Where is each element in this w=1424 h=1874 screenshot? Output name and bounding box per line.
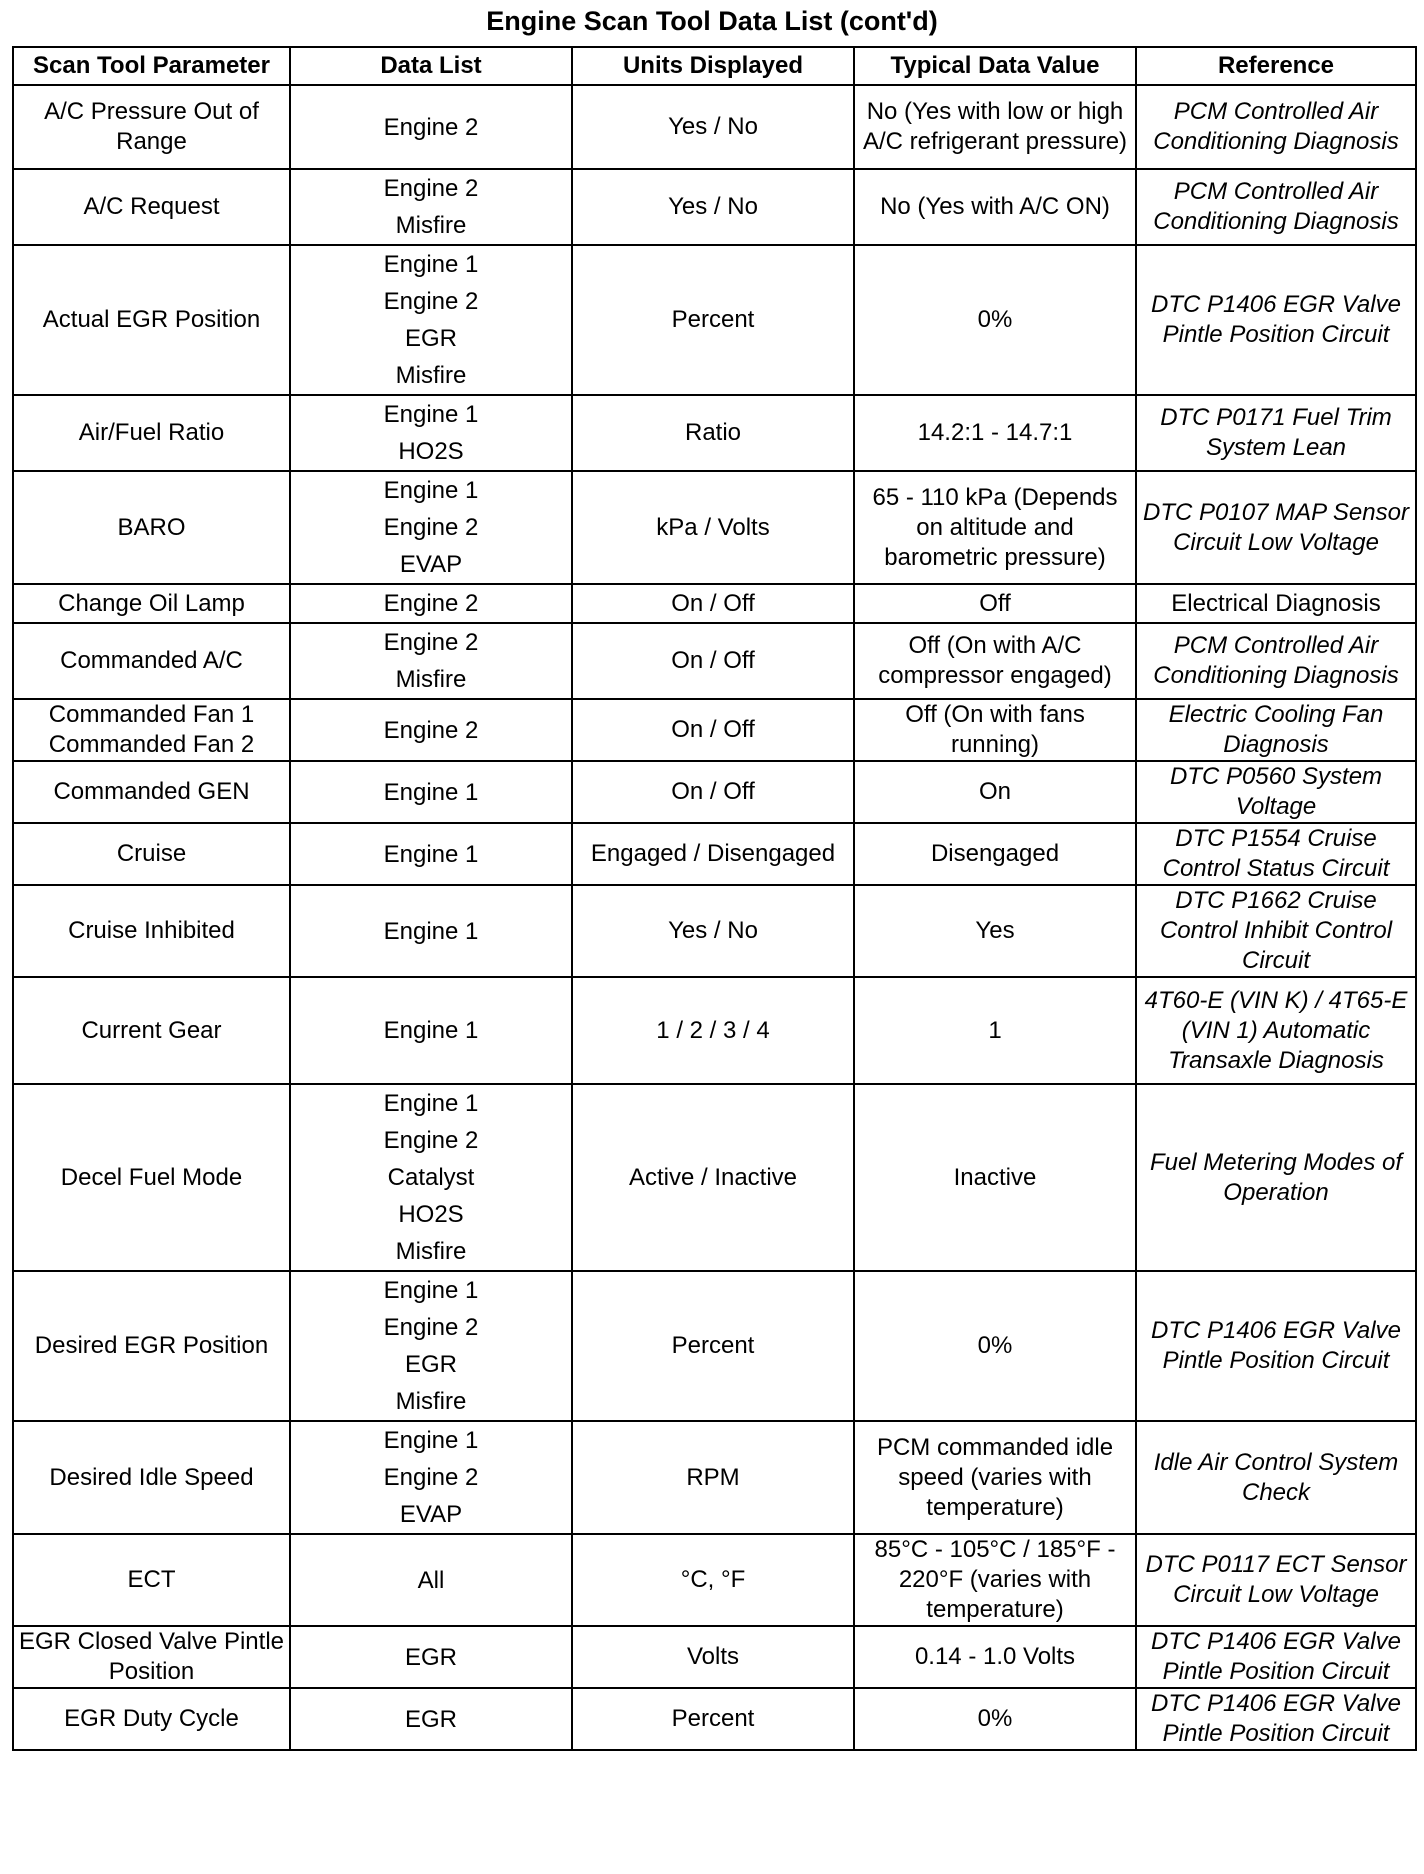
cell-reference: DTC P1406 EGR Valve Pintle Position Circuit	[1136, 1626, 1416, 1688]
cell-data-list	[290, 169, 572, 245]
cell-parameter: Commanded GEN	[13, 761, 290, 823]
cell-data-list	[290, 395, 572, 471]
cell-reference: Electrical Diagnosis	[1136, 584, 1416, 623]
cell-units: Percent	[572, 1271, 854, 1421]
data-list-entry: Engine 2	[383, 1314, 479, 1341]
data-list-entry: EVAP	[399, 551, 463, 578]
table-row	[13, 245, 1416, 395]
data-list-entry: Engine 2	[383, 288, 479, 315]
cell-typical-value: Inactive	[854, 1084, 1136, 1271]
cell-parameter: Desired EGR Position	[13, 1271, 290, 1421]
cell-parameter: EGR Duty Cycle	[13, 1688, 290, 1750]
data-list-entry: Misfire	[395, 362, 467, 389]
cell-reference: DTC P0560 System Voltage	[1136, 761, 1416, 823]
table-row	[13, 85, 1416, 169]
data-list-entry: Engine 1	[383, 1427, 479, 1454]
data-list-entry: Misfire	[395, 212, 467, 239]
header-units-displayed: Units Displayed	[572, 47, 854, 85]
data-list-entry: Engine 1	[383, 1090, 479, 1117]
cell-data-list	[290, 1688, 572, 1750]
cell-units: 1 / 2 / 3 / 4	[572, 977, 854, 1084]
header-scan-tool-parameter: Scan Tool Parameter	[13, 47, 290, 85]
table-row	[13, 699, 1416, 761]
cell-typical-value: 14.2:1 - 14.7:1	[854, 395, 1136, 471]
cell-units: RPM	[572, 1421, 854, 1534]
table-row	[13, 1421, 1416, 1534]
cell-data-list	[290, 623, 572, 699]
cell-parameter: Actual EGR Position	[13, 245, 290, 395]
cell-reference: DTC P1662 Cruise Control Inhibit Control Circuit	[1136, 885, 1416, 977]
cell-typical-value: 0.14 - 1.0 Volts	[854, 1626, 1136, 1688]
table-row	[13, 1534, 1416, 1626]
cell-typical-value: 85°C - 105°C / 185°F - 220°F (varies with temperature)	[854, 1534, 1136, 1626]
cell-reference: DTC P1554 Cruise Control Status Circuit	[1136, 823, 1416, 885]
cell-data-list	[290, 1084, 572, 1271]
cell-units: Yes / No	[572, 169, 854, 245]
cell-data-list	[290, 1271, 572, 1421]
data-list-entry: All	[417, 1566, 445, 1594]
page-title: Engine Scan Tool Data List (cont'd)	[486, 6, 938, 36]
data-list-entry: Engine 1	[383, 840, 479, 868]
data-list-entry: EGR	[404, 1643, 457, 1671]
cell-units: Ratio	[572, 395, 854, 471]
cell-data-list	[290, 245, 572, 395]
cell-units: Volts	[572, 1626, 854, 1688]
table-row	[13, 169, 1416, 245]
cell-typical-value: No (Yes with A/C ON)	[854, 169, 1136, 245]
cell-parameter: ECT	[13, 1534, 290, 1626]
cell-data-list	[290, 471, 572, 584]
table-row	[13, 977, 1416, 1084]
cell-units: °C, °F	[572, 1534, 854, 1626]
data-list-entry: Engine 2	[383, 514, 479, 541]
table-row	[13, 1084, 1416, 1271]
cell-reference: DTC P1406 EGR Valve Pintle Position Circuit	[1136, 245, 1416, 395]
cell-typical-value: PCM commanded idle speed (varies with temperature)	[854, 1421, 1136, 1534]
data-list-entry: Engine 2	[383, 716, 479, 744]
cell-units: On / Off	[572, 761, 854, 823]
cell-units: Percent	[572, 245, 854, 395]
cell-data-list	[290, 699, 572, 761]
data-list-entry: Misfire	[395, 666, 467, 693]
cell-reference: PCM Controlled Air Conditioning Diagnosis	[1136, 85, 1416, 169]
cell-typical-value: Off (On with fans running)	[854, 699, 1136, 761]
cell-data-list	[290, 584, 572, 623]
cell-reference: Electric Cooling Fan Diagnosis	[1136, 699, 1416, 761]
table-row	[13, 885, 1416, 977]
table-row	[13, 1626, 1416, 1688]
cell-units: On / Off	[572, 623, 854, 699]
cell-data-list	[290, 1421, 572, 1534]
table-header-row	[13, 47, 1416, 85]
data-list-entry: Engine 1	[383, 1017, 479, 1044]
data-list-entry: Engine 2	[383, 175, 479, 202]
cell-parameter: A/C Request	[13, 169, 290, 245]
data-list-entry: Engine 2	[383, 1127, 479, 1154]
data-list-entry: EVAP	[399, 1501, 463, 1528]
cell-reference: PCM Controlled Air Conditioning Diagnosis	[1136, 623, 1416, 699]
cell-typical-value: 0%	[854, 1688, 1136, 1750]
cell-units: On / Off	[572, 584, 854, 623]
table-body	[13, 85, 1416, 1750]
cell-data-list	[290, 1534, 572, 1626]
cell-parameter: EGR Closed Valve Pintle Position	[13, 1626, 290, 1688]
cell-typical-value: Yes	[854, 885, 1136, 977]
data-list-entry: Engine 2	[383, 1464, 479, 1491]
cell-parameter: Commanded A/C	[13, 623, 290, 699]
cell-parameter: Desired Idle Speed	[13, 1421, 290, 1534]
cell-typical-value: Off	[854, 584, 1136, 623]
cell-parameter: Cruise Inhibited	[13, 885, 290, 977]
data-list-entry: EGR	[404, 1351, 457, 1378]
cell-parameter: Air/Fuel Ratio	[13, 395, 290, 471]
table-row	[13, 1271, 1416, 1421]
cell-data-list	[290, 977, 572, 1084]
cell-reference: Idle Air Control System Check	[1136, 1421, 1416, 1534]
header-typical-data-value: Typical Data Value	[854, 47, 1136, 85]
data-list-entry: Engine 1	[383, 917, 479, 945]
cell-reference: DTC P0107 MAP Sensor Circuit Low Voltage	[1136, 471, 1416, 584]
data-list-entry: EGR	[404, 325, 457, 352]
cell-units: On / Off	[572, 699, 854, 761]
cell-typical-value: 0%	[854, 245, 1136, 395]
cell-reference: 4T60-E (VIN K) / 4T65-E (VIN 1) Automatic Transaxle Diagnosis	[1136, 977, 1416, 1084]
cell-typical-value: Disengaged	[854, 823, 1136, 885]
cell-units: Percent	[572, 1688, 854, 1750]
cell-parameter: Cruise	[13, 823, 290, 885]
cell-units: Active / Inactive	[572, 1084, 854, 1271]
data-list-entry: Misfire	[395, 1388, 467, 1415]
cell-units: Engaged / Disengaged	[572, 823, 854, 885]
cell-parameter: A/C Pressure Out of Range	[13, 85, 290, 169]
cell-typical-value: Off (On with A/C compressor engaged)	[854, 623, 1136, 699]
data-list-entry: Misfire	[395, 1238, 467, 1265]
cell-parameter: Change Oil Lamp	[13, 584, 290, 623]
data-list-entry: Catalyst	[387, 1164, 475, 1191]
cell-data-list	[290, 85, 572, 169]
cell-reference: DTC P0117 ECT Sensor Circuit Low Voltage	[1136, 1534, 1416, 1626]
cell-data-list	[290, 885, 572, 977]
table-row	[13, 584, 1416, 623]
cell-typical-value: On	[854, 761, 1136, 823]
cell-typical-value: 65 - 110 kPa (Depends on altitude and barometric pressure)	[854, 471, 1136, 584]
cell-parameter: Commanded Fan 1 Commanded Fan 2	[13, 699, 290, 761]
data-list-entry: HO2S	[398, 1201, 464, 1228]
data-list-entry: Engine 1	[383, 477, 479, 504]
table-row	[13, 761, 1416, 823]
data-list-entry: Engine 1	[383, 401, 479, 428]
data-list-entry: Engine 2	[383, 113, 479, 141]
data-list-entry: EGR	[404, 1705, 457, 1733]
data-list-entry: HO2S	[398, 438, 464, 465]
data-list-entry: Engine 1	[383, 251, 479, 278]
cell-typical-value: 0%	[854, 1271, 1136, 1421]
table-row	[13, 471, 1416, 584]
cell-reference: PCM Controlled Air Conditioning Diagnosis	[1136, 169, 1416, 245]
cell-data-list	[290, 823, 572, 885]
data-list-entry: Engine 1	[383, 778, 479, 806]
table-row	[13, 623, 1416, 699]
cell-reference: DTC P0171 Fuel Trim System Lean	[1136, 395, 1416, 471]
cell-data-list	[290, 761, 572, 823]
data-list-entry: Engine 2	[383, 629, 479, 656]
scan-tool-data-table	[12, 46, 1417, 1751]
cell-reference: DTC P1406 EGR Valve Pintle Position Circuit	[1136, 1688, 1416, 1750]
cell-typical-value: No (Yes with low or high A/C refrigerant pressure)	[854, 85, 1136, 169]
header-data-list: Data List	[290, 47, 572, 85]
cell-parameter: BARO	[13, 471, 290, 584]
header-reference: Reference	[1136, 47, 1416, 85]
cell-reference: Fuel Metering Modes of Operation	[1136, 1084, 1416, 1271]
data-list-entry: Engine 2	[383, 590, 479, 617]
cell-units: Yes / No	[572, 85, 854, 169]
cell-units: kPa / Volts	[572, 471, 854, 584]
table-row	[13, 823, 1416, 885]
cell-parameter: Decel Fuel Mode	[13, 1084, 290, 1271]
data-list-entry: Engine 1	[383, 1277, 479, 1304]
table-row	[13, 395, 1416, 471]
cell-typical-value: 1	[854, 977, 1136, 1084]
cell-data-list	[290, 1626, 572, 1688]
cell-reference: DTC P1406 EGR Valve Pintle Position Circuit	[1136, 1271, 1416, 1421]
cell-parameter: Current Gear	[13, 977, 290, 1084]
table-row	[13, 1688, 1416, 1750]
cell-units: Yes / No	[572, 885, 854, 977]
